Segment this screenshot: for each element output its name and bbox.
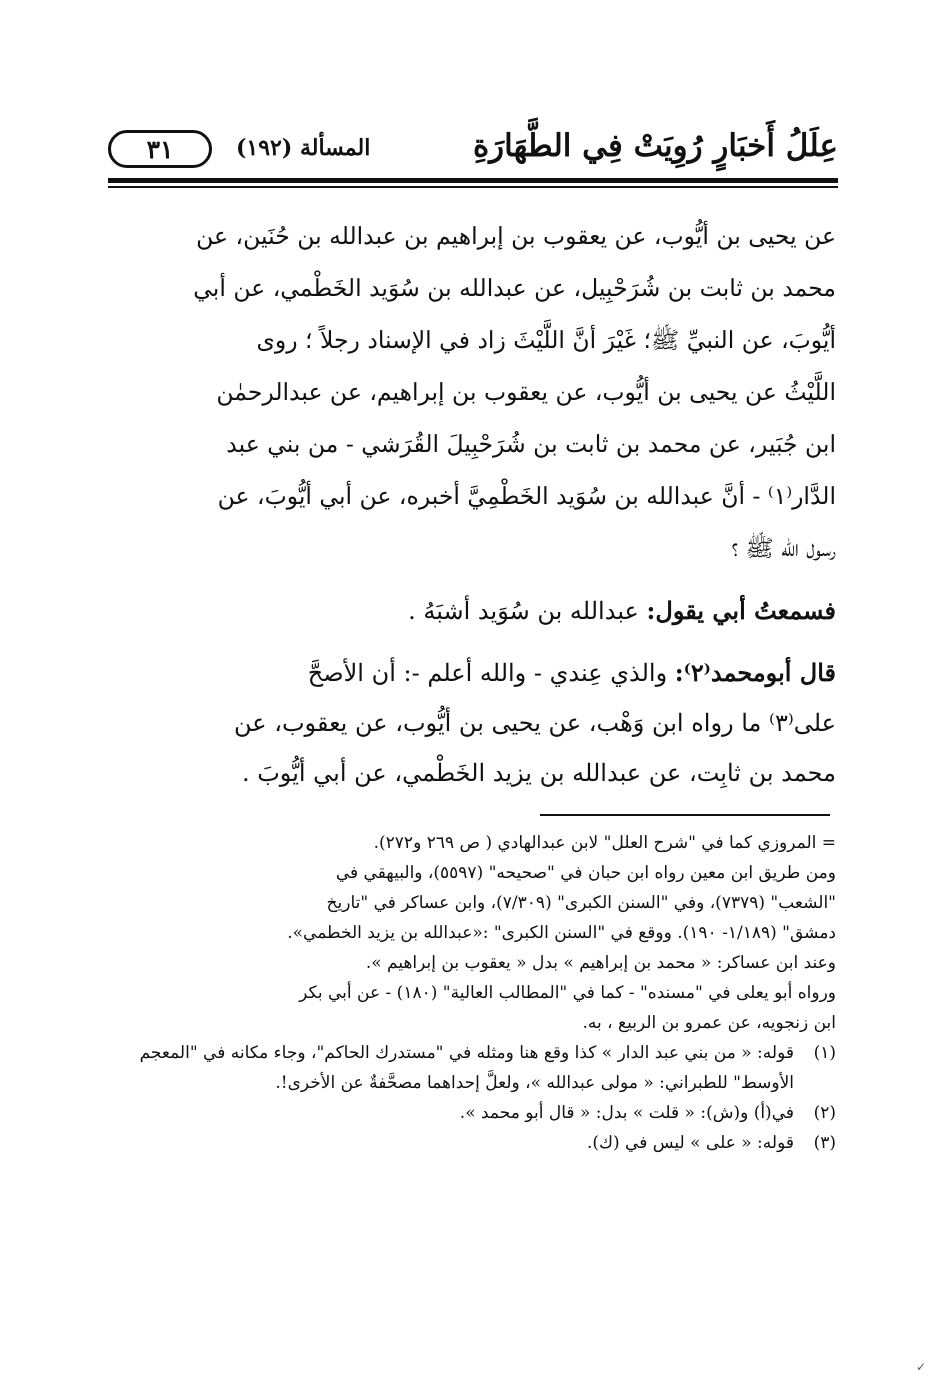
note-line: ابن زنجويه، عن عمرو بن الربيع ، به. bbox=[582, 1013, 836, 1033]
page-number-badge bbox=[108, 130, 212, 168]
speaker-label: قال أبومحمد⁽٢⁾: bbox=[674, 658, 836, 687]
text-line: عن يحيى بن أيُّوب، عن يعقوب بن إبراهيم بن عبدالله بن حُنَين، عن bbox=[196, 222, 836, 250]
footnote-text: قوله: « على » ليس في (ك). bbox=[586, 1133, 794, 1153]
note-line: دمشق" (١/١٨٩- ١٩٠). ووقع في "السنن الكبرى" :«عبدالله بن يزيد الخطمي». bbox=[287, 923, 836, 943]
note-line: = المروزي كما في "شرح العلل" لابن عبدالهادي ( ص ٢٦٩ و٢٧٢). bbox=[373, 833, 836, 853]
footnote-number: (٢) bbox=[813, 1103, 836, 1123]
footnote-3 bbox=[112, 1128, 836, 1158]
footnote-2 bbox=[112, 1098, 836, 1128]
main-text bbox=[112, 210, 836, 798]
speaker-label: فسمعتُ أبي يقول: bbox=[646, 596, 836, 625]
note-line: وعند ابن عساكر: « محمد بن إبراهيم » بدل « يعقوب بن إبراهيم ». bbox=[365, 953, 836, 973]
text-line: الدَّار⁽١⁾ - أنَّ عبدالله بن سُوَيد الخَطْمِيَّ أخبره، عن أبي أيُّوبَ، عن bbox=[217, 482, 836, 510]
paragraph-text: محمد بن ثابِت، عن عبدالله بن يزيد الخَطْمي، عن أبي أيُّوبَ . bbox=[241, 759, 836, 787]
footnote-text: في(أ) و(ش): « قلت » بدل: « قال أبو محمد ». bbox=[459, 1103, 794, 1123]
footnote-text: قوله: « من بني عبد الدار » كذا وقع هنا ومثله في "مستدرك الحاكم"، وجاء مكانه في "المعجم الأوسط" للطبراني: « مولى عبدالله »، ولعلَّ إحداهما مصحَّفةٌ عن الأخرى!. bbox=[139, 1043, 794, 1093]
header-rule-thick bbox=[108, 178, 838, 183]
text-line: اللَّيْثُ عن يحيى بن أيُّوب، عن يعقوب بن إبراهيم، عن عبدالرحمٰن bbox=[216, 378, 836, 406]
text-line: محمد بن ثابت بن شُرَحْبِيل، عن عبدالله بن سُوَيد الخَطْمي، عن أبي bbox=[193, 274, 836, 302]
text-line: ابن جُبَير، عن محمد بن ثابت بن شُرَحْبِيلَ القُرَشي - من بني عبد bbox=[226, 430, 836, 458]
paragraph-text: والذي عِندي - والله أعلم -: أن الأصحَّ bbox=[307, 659, 675, 687]
book-title: عِلَلُ أَخبَارٍ رُوِيَتْ فِي الطَّهَارَةِ bbox=[472, 128, 838, 164]
header-rule-thin bbox=[108, 186, 838, 188]
page-number: ٣١ bbox=[146, 134, 174, 164]
paragraph-text: على⁽٣⁾ ما رواه ابن وَهْب، عن يحيى بن أيُّوب، عن يعقوب، عن bbox=[234, 709, 836, 737]
paragraph-abi-yaqul bbox=[112, 586, 836, 636]
footnotes bbox=[112, 828, 836, 1158]
paragraph-text: عبدالله بن سُوَيد أشبَهُ . bbox=[408, 597, 647, 625]
scan-mark: ✓ bbox=[916, 1360, 927, 1374]
issue-number: المسألة (١٩٢) bbox=[236, 135, 371, 161]
note-line: ورواه أبو يعلى في "مسنده" - كما في "المطالب العالية" (١٨٠) - عن أبي بكر bbox=[299, 983, 836, 1003]
note-line: ومن طريق ابن معين رواه ابن حبان في "صحيحه" (٥٥٩٧)، والبيهقي في bbox=[335, 863, 836, 883]
text-line: رسول الله ﷺ ؟ bbox=[731, 534, 836, 562]
page-header bbox=[108, 126, 838, 178]
footnote-separator bbox=[540, 814, 830, 816]
footnote-number: (٣) bbox=[813, 1133, 836, 1153]
paragraph-abu-muhammad bbox=[112, 648, 836, 798]
footnote-1 bbox=[112, 1038, 836, 1098]
note-line: "الشعب" (٧٣٧٩)، وفي "السنن الكبرى" (٧/٣٠٩)، وابن عساكر في "تاريخ bbox=[326, 893, 836, 913]
footnote-number: (١) bbox=[813, 1043, 836, 1063]
text-line: أيُّوبَ، عن النبيِّ ﷺ؛ غَيْرَ أنَّ اللَّيْثَ زاد في الإسناد رجلاً ؛ روى bbox=[256, 326, 836, 354]
